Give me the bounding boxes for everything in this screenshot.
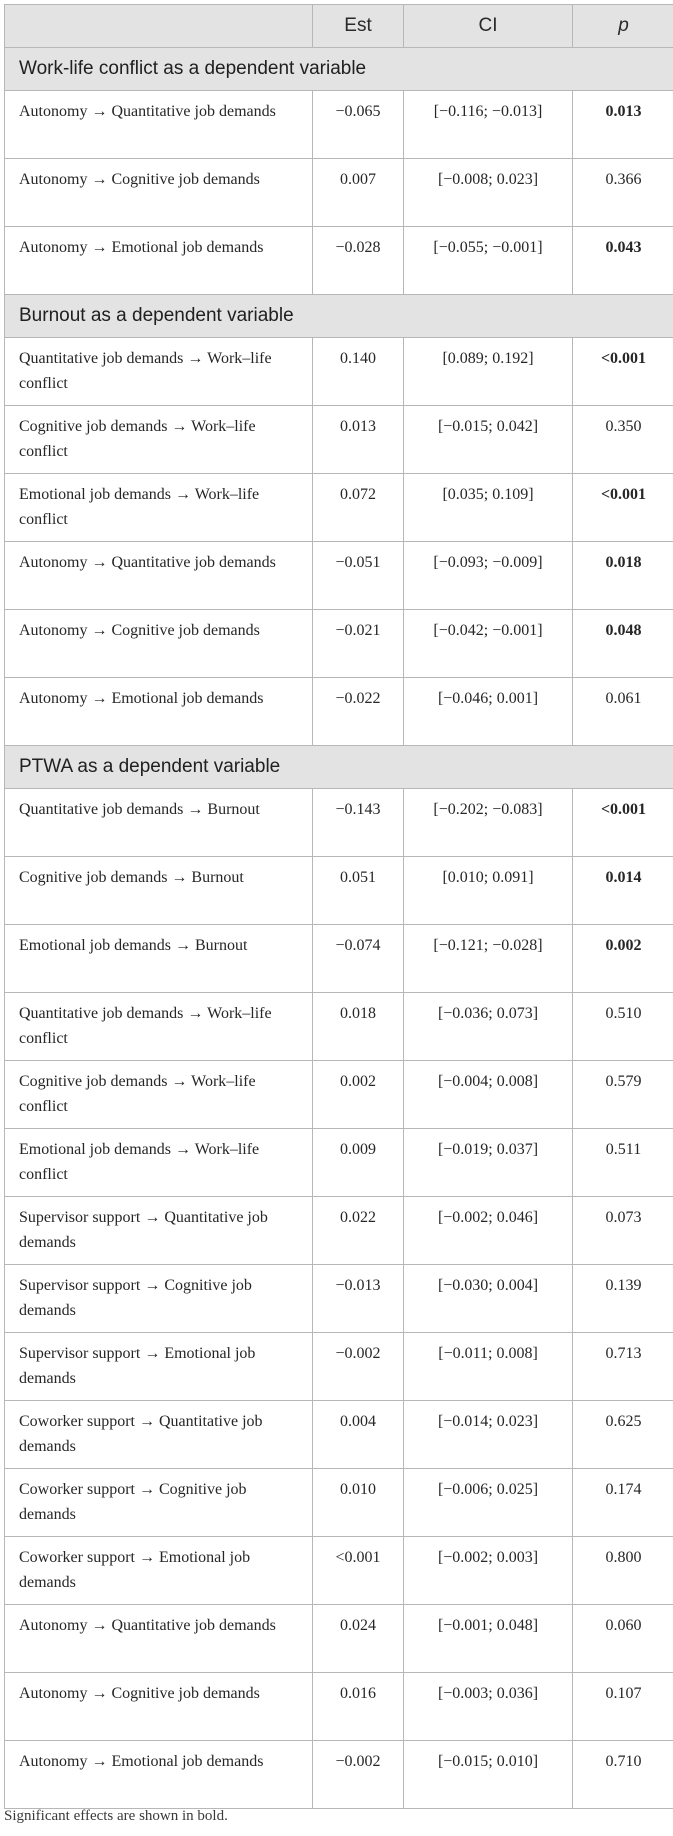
- table-row: [5, 1605, 673, 1673]
- table-row: [5, 1469, 673, 1537]
- path-cell: Autonomy → Cognitive job demands: [5, 159, 313, 227]
- estimate-cell: −0.051: [313, 542, 404, 610]
- path-cell: Cognitive job demands → Work–life conflict: [5, 406, 313, 474]
- table-row: [5, 474, 673, 542]
- ci-cell: [−0.015; 0.042]: [404, 406, 573, 474]
- table-row: [5, 91, 673, 159]
- path-cell: Cognitive job demands → Work–life conflict: [5, 1061, 313, 1129]
- header-p: p: [573, 5, 673, 48]
- section-title: PTWA as a dependent variable: [5, 746, 673, 789]
- path-cell: Cognitive job demands → Burnout: [5, 857, 313, 925]
- estimate-cell: 0.009: [313, 1129, 404, 1197]
- path-cell: Quantitative job demands → Burnout: [5, 789, 313, 857]
- ci-cell: [0.089; 0.192]: [404, 338, 573, 406]
- estimate-cell: 0.013: [313, 406, 404, 474]
- ci-cell: [−0.046; 0.001]: [404, 678, 573, 746]
- header-path: [5, 5, 313, 48]
- p-value-cell: 0.713: [573, 1333, 673, 1401]
- p-value-cell: 0.511: [573, 1129, 673, 1197]
- estimate-cell: 0.004: [313, 1401, 404, 1469]
- section-header-row: [5, 746, 673, 789]
- section-title: Burnout as a dependent variable: [5, 295, 673, 338]
- table-row: [5, 1741, 673, 1809]
- p-value-cell: 0.014: [573, 857, 673, 925]
- table-body: [5, 48, 673, 1809]
- table-row: [5, 993, 673, 1061]
- ci-cell: [−0.030; 0.004]: [404, 1265, 573, 1333]
- table-row: [5, 610, 673, 678]
- estimate-cell: 0.002: [313, 1061, 404, 1129]
- table-row: [5, 1401, 673, 1469]
- ci-cell: [−0.002; 0.046]: [404, 1197, 573, 1265]
- p-value-cell: <0.001: [573, 338, 673, 406]
- path-cell: Autonomy → Quantitative job demands: [5, 542, 313, 610]
- p-value-cell: 0.579: [573, 1061, 673, 1129]
- estimate-cell: 0.010: [313, 1469, 404, 1537]
- path-cell: Autonomy → Quantitative job demands: [5, 1605, 313, 1673]
- p-value-cell: 0.013: [573, 91, 673, 159]
- table-row: [5, 406, 673, 474]
- path-cell: Autonomy → Cognitive job demands: [5, 610, 313, 678]
- estimate-cell: 0.051: [313, 857, 404, 925]
- path-cell: Emotional job demands → Work–life conflict: [5, 474, 313, 542]
- table-row: [5, 227, 673, 295]
- ci-cell: [−0.008; 0.023]: [404, 159, 573, 227]
- estimate-cell: 0.140: [313, 338, 404, 406]
- p-value-cell: 0.060: [573, 1605, 673, 1673]
- estimate-cell: −0.065: [313, 91, 404, 159]
- section-header-row: [5, 48, 673, 91]
- table-row: [5, 925, 673, 993]
- ci-cell: [−0.055; −0.001]: [404, 227, 573, 295]
- ci-cell: [0.035; 0.109]: [404, 474, 573, 542]
- estimate-cell: −0.013: [313, 1265, 404, 1333]
- header-est: Est: [313, 5, 404, 48]
- path-cell: Emotional job demands → Work–life conflict: [5, 1129, 313, 1197]
- path-cell: Coworker support → Cognitive job demands: [5, 1469, 313, 1537]
- ci-cell: [−0.202; −0.083]: [404, 789, 573, 857]
- p-value-cell: 0.350: [573, 406, 673, 474]
- estimate-cell: 0.072: [313, 474, 404, 542]
- table-row: [5, 1129, 673, 1197]
- p-value-cell: 0.043: [573, 227, 673, 295]
- estimate-cell: 0.022: [313, 1197, 404, 1265]
- estimate-cell: 0.018: [313, 993, 404, 1061]
- ci-cell: [−0.116; −0.013]: [404, 91, 573, 159]
- table-header-row: [5, 5, 673, 48]
- table-row: [5, 678, 673, 746]
- estimate-cell: −0.002: [313, 1741, 404, 1809]
- table-footnote: Significant effects are shown in bold.: [4, 1808, 228, 1824]
- path-cell: Quantitative job demands → Work–life conflict: [5, 338, 313, 406]
- path-cell: Coworker support → Quantitative job demands: [5, 1401, 313, 1469]
- ci-cell: [0.010; 0.091]: [404, 857, 573, 925]
- p-value-cell: 0.048: [573, 610, 673, 678]
- ci-cell: [−0.002; 0.003]: [404, 1537, 573, 1605]
- p-value-cell: 0.800: [573, 1537, 673, 1605]
- estimate-cell: <0.001: [313, 1537, 404, 1605]
- header-ci: CI: [404, 5, 573, 48]
- table-row: [5, 857, 673, 925]
- ci-cell: [−0.001; 0.048]: [404, 1605, 573, 1673]
- p-value-cell: <0.001: [573, 474, 673, 542]
- estimate-cell: −0.143: [313, 789, 404, 857]
- table-row: [5, 159, 673, 227]
- ci-cell: [−0.019; 0.037]: [404, 1129, 573, 1197]
- ci-cell: [−0.014; 0.023]: [404, 1401, 573, 1469]
- ci-cell: [−0.004; 0.008]: [404, 1061, 573, 1129]
- ci-cell: [−0.015; 0.010]: [404, 1741, 573, 1809]
- ci-cell: [−0.036; 0.073]: [404, 993, 573, 1061]
- p-value-cell: 0.107: [573, 1673, 673, 1741]
- estimate-cell: −0.002: [313, 1333, 404, 1401]
- table-row: [5, 1673, 673, 1741]
- estimate-cell: −0.028: [313, 227, 404, 295]
- section-header-row: [5, 295, 673, 338]
- p-value-cell: 0.625: [573, 1401, 673, 1469]
- estimate-cell: −0.021: [313, 610, 404, 678]
- section-title: Work-life conflict as a dependent variable: [5, 48, 673, 91]
- p-value-cell: 0.710: [573, 1741, 673, 1809]
- table-row: [5, 1537, 673, 1605]
- ci-cell: [−0.011; 0.008]: [404, 1333, 573, 1401]
- p-value-cell: 0.061: [573, 678, 673, 746]
- p-value-cell: <0.001: [573, 789, 673, 857]
- p-value-cell: 0.018: [573, 542, 673, 610]
- table-row: [5, 1265, 673, 1333]
- estimate-cell: 0.024: [313, 1605, 404, 1673]
- ci-cell: [−0.006; 0.025]: [404, 1469, 573, 1537]
- path-cell: Autonomy → Emotional job demands: [5, 678, 313, 746]
- results-table: [4, 4, 673, 1809]
- p-value-cell: 0.139: [573, 1265, 673, 1333]
- path-cell: Supervisor support → Cognitive job demands: [5, 1265, 313, 1333]
- path-cell: Emotional job demands → Burnout: [5, 925, 313, 993]
- path-cell: Supervisor support → Emotional job demands: [5, 1333, 313, 1401]
- table-row: [5, 1333, 673, 1401]
- ci-cell: [−0.003; 0.036]: [404, 1673, 573, 1741]
- path-cell: Autonomy → Emotional job demands: [5, 1741, 313, 1809]
- p-value-cell: 0.002: [573, 925, 673, 993]
- path-cell: Autonomy → Cognitive job demands: [5, 1673, 313, 1741]
- p-value-cell: 0.073: [573, 1197, 673, 1265]
- p-value-cell: 0.366: [573, 159, 673, 227]
- ci-cell: [−0.093; −0.009]: [404, 542, 573, 610]
- path-cell: Supervisor support → Quantitative job demands: [5, 1197, 313, 1265]
- table-row: [5, 1061, 673, 1129]
- path-cell: Quantitative job demands → Work–life conflict: [5, 993, 313, 1061]
- results-table-container: [4, 4, 673, 1809]
- estimate-cell: −0.074: [313, 925, 404, 993]
- table-row: [5, 789, 673, 857]
- estimate-cell: −0.022: [313, 678, 404, 746]
- table-row: [5, 338, 673, 406]
- table-row: [5, 542, 673, 610]
- ci-cell: [−0.042; −0.001]: [404, 610, 573, 678]
- estimate-cell: 0.016: [313, 1673, 404, 1741]
- path-cell: Autonomy → Emotional job demands: [5, 227, 313, 295]
- p-value-cell: 0.174: [573, 1469, 673, 1537]
- table-row: [5, 1197, 673, 1265]
- path-cell: Coworker support → Emotional job demands: [5, 1537, 313, 1605]
- estimate-cell: 0.007: [313, 159, 404, 227]
- ci-cell: [−0.121; −0.028]: [404, 925, 573, 993]
- p-value-cell: 0.510: [573, 993, 673, 1061]
- path-cell: Autonomy → Quantitative job demands: [5, 91, 313, 159]
